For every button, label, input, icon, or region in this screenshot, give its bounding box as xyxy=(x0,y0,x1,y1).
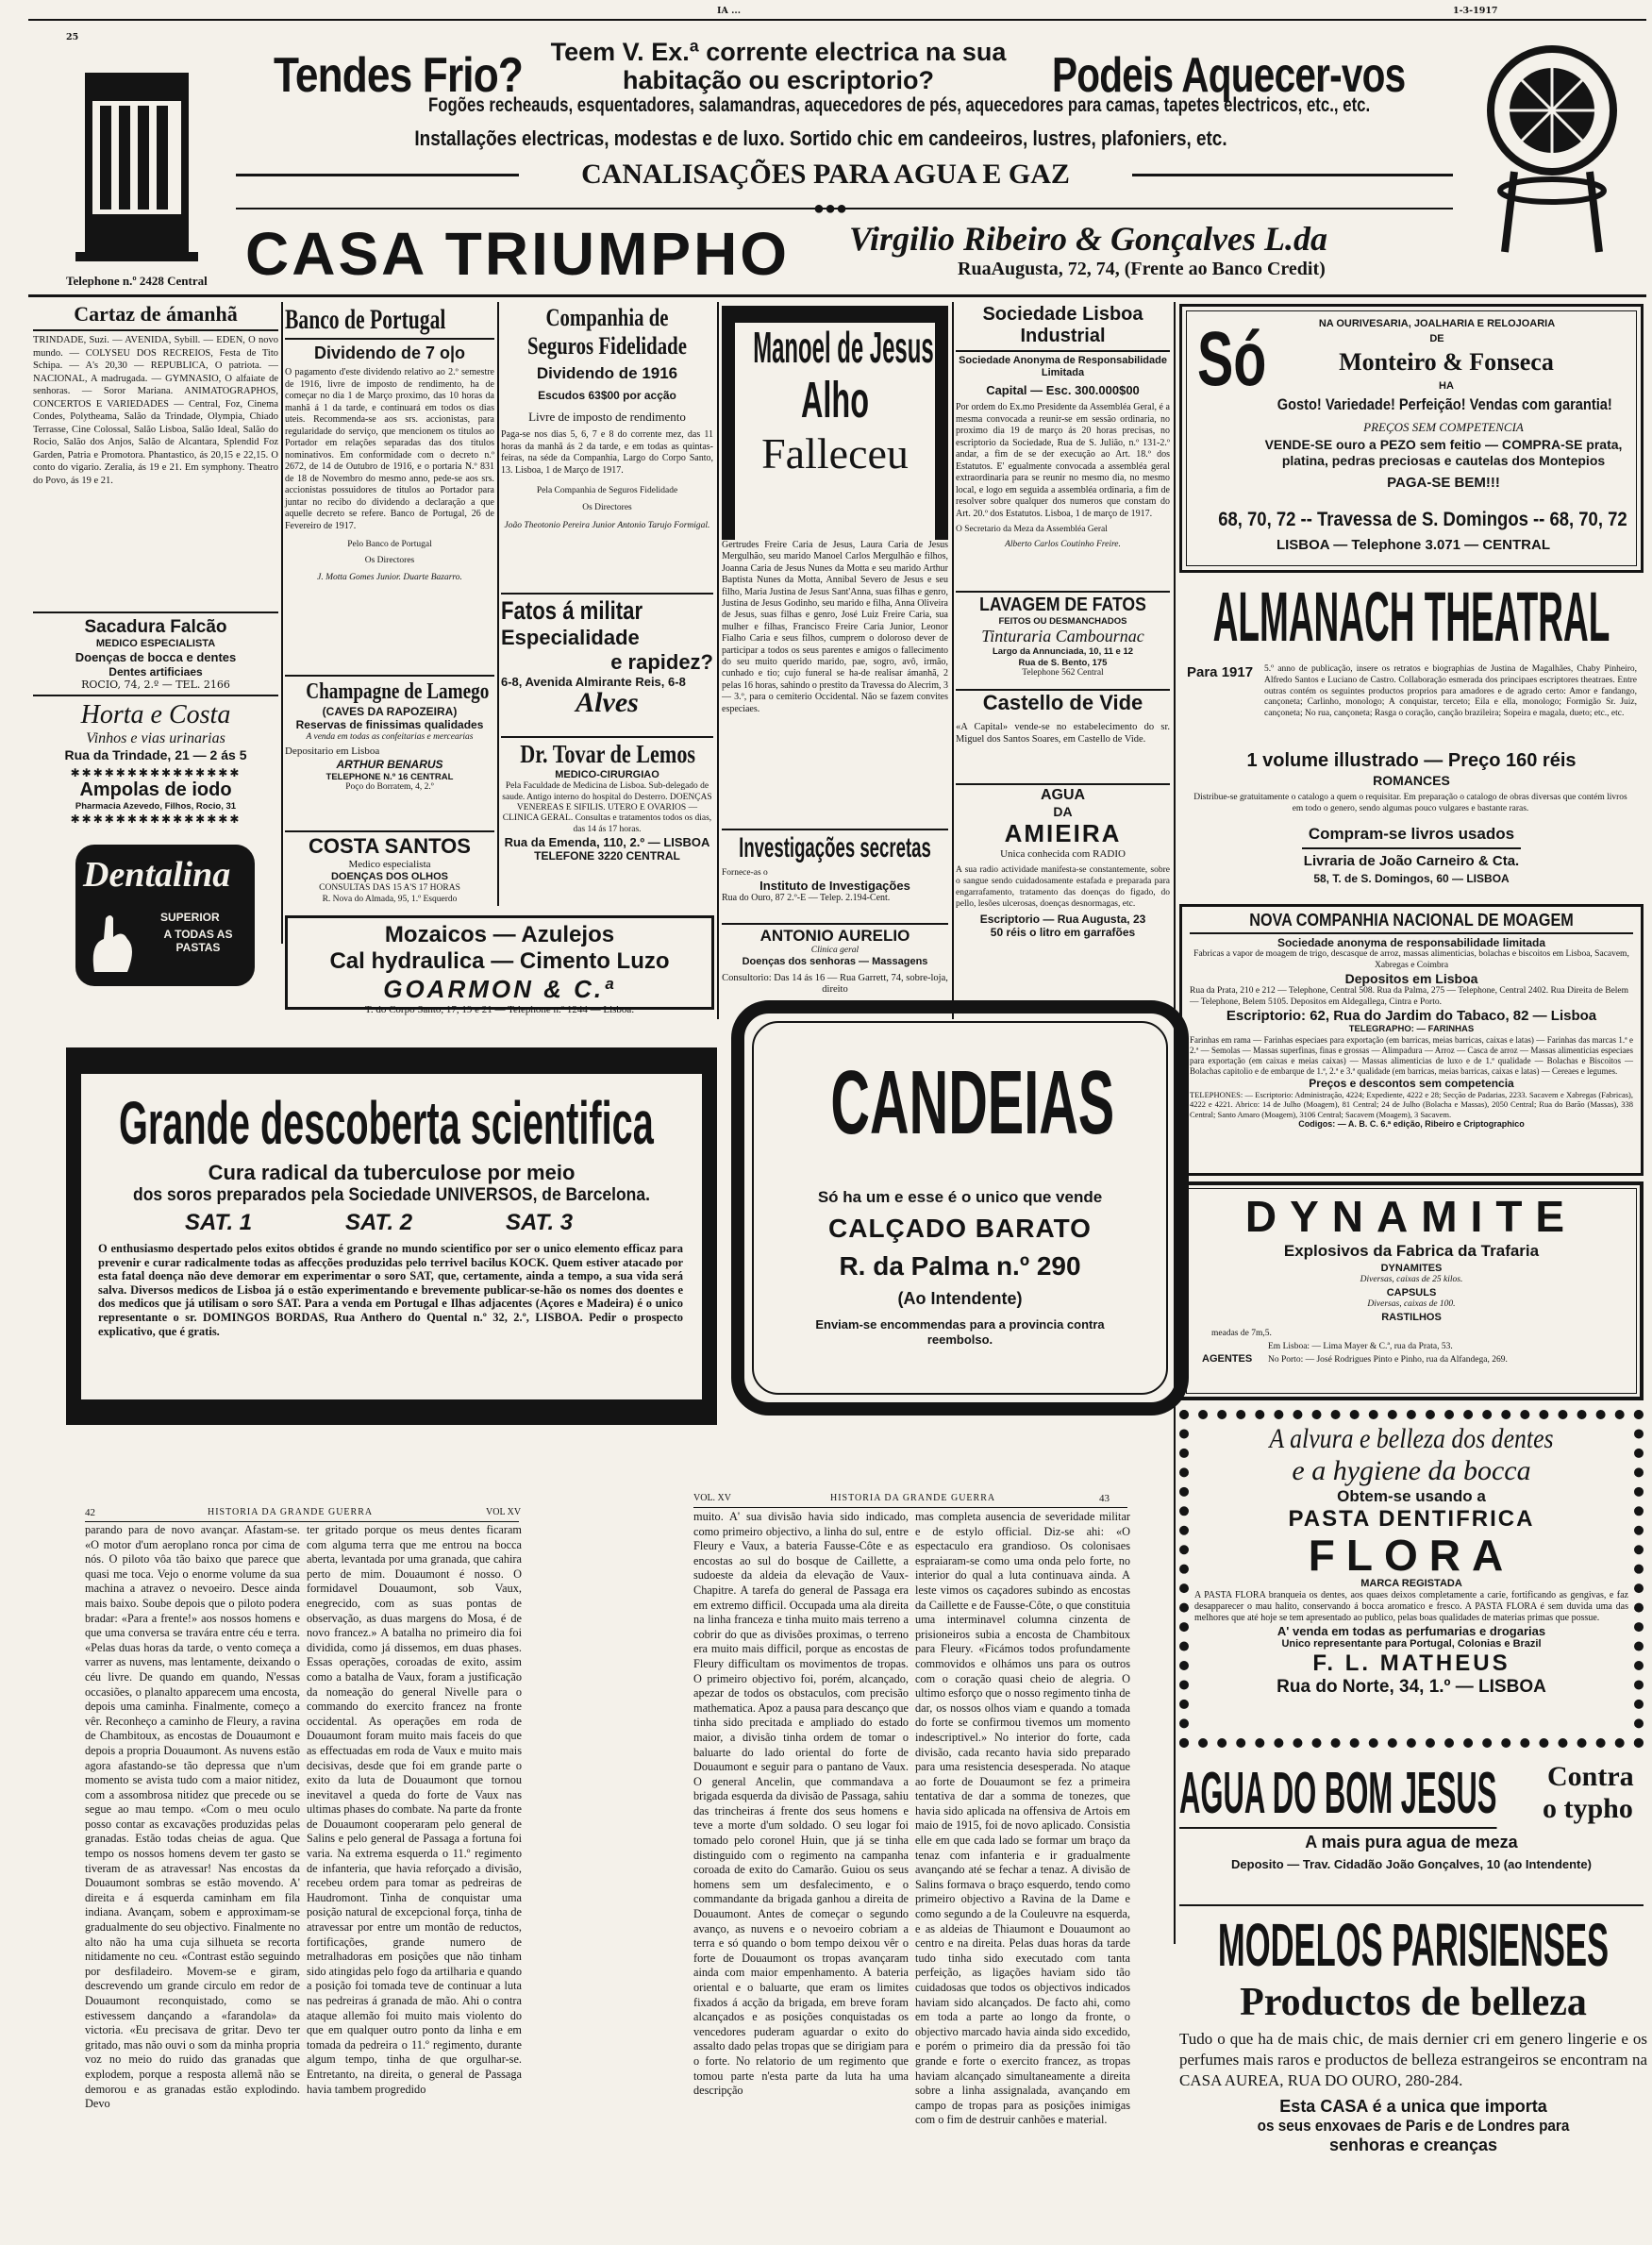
ampolas-title: Ampolas de iodo xyxy=(79,779,232,801)
flora-obtem: Obtem-se usando a xyxy=(1337,1487,1486,1505)
fidelidade-sign: Pela Companhia de Seguros Fidelidade xyxy=(536,486,678,496)
dynamite-l1: DYNAMITES xyxy=(1380,1263,1443,1274)
historia-col2: ter gritado porque os meus dentes ficaram com alguma terra que me entrou na bocca aberta, levantada por uma granada, que cahira perto de mim. Douaumont é nosso. O formidavel Douaumont, sob Vaux, enegrecido, com as suas pontas de observação, as duas margens do Mosa, é de novo francez.» A batalha no primeiro dia foi dividida, como já dissemos, em duas phases. Essas operações, coroadas de exito, assim como a batalha de Vaux, foram a justificação da nomeação do general Nivelle para o commando do exercito francez na fronte occidental. As operações em roda de Douaumont foram muito mais faceis do que as effectuadas em roda de Vaux e muito mais decisivas, desde que foi em grande parte o exito da luta de Douaumont que tornou inevitavel a queda do forte de Vaux nas ultimas phases do combate. Na parte da fronte de Douaumont cooperaram pelo general de Salins e pelo general de Passaga a fortuna foi varia. Na extrema esquerda o 11.º regimento de infanteria, que havia reforçado a divisão, recebeu ordem para tomar as pedreiras de Haudromont. Tinha de conquistar uma posição natural de excepcional força, tinha de atravessar por entre um montão de reductos, fortificações, grande numero de metralhadoras em posições que não tinham sido atingidas pelo fogo da artilharia e quando a posição foi tomada teve de continuar a luta nas pedreiras á granada de mão. Ahi o contra ataque allemão foi muito mais violento do que em qualquer outro ponto da linha e em tomada da pedreira o 11.º regimento, durante algum tempo, tinha de que orgulhar-se. Entretanto, na direita, o general de Passaga havia tambem progredido xyxy=(307,1523,522,2096)
manoel-falleceu: Falleceu xyxy=(761,429,909,477)
ornament-rule xyxy=(236,208,1453,209)
almanach-compram: Compram-se livros usados xyxy=(1308,825,1515,843)
banco-body: O pagamento d'este dividendo relativo ao 2.º semestre de 1916, livre de imposto de rendimento, ha de começar no dia 1 de Março proximo, das 10 horas da manhã á 1 da tarde, e continuará em todos os dias uteis. Recommenda-se aos srs. accionistas, para regularidade do serviço, que mencionem os titulos ao Portador em relações separadas das dos titulos nominativos. Em conformidade com o decreto n.º 2672, de 14 de Outubro de 1916, e o portaria N.º 831 de 18 de Novembro do mesmo anno, pede-se aos srs. accionistas possuidores de titulos ao Portador para juntar no recibo do dividendo a declaração a que aquelle decreto se refere. Banco de Portugal, 26 de Fevereiro de 1917. xyxy=(285,367,494,531)
candeias-l2: CALÇADO BARATO xyxy=(828,1214,1092,1243)
candeias-title: CANDEIAS xyxy=(830,1052,1115,1153)
flora-l2: e a hygiene da bocca xyxy=(1292,1455,1531,1486)
page-number: 25 xyxy=(66,32,79,42)
almanach-body: 5.º anno de publicação, insere os retratos e biographias de Justina de Magalhães, Chaby Pinheiro, Alfredo Santos e Luciano de Castro. Collaboração esmerada dos principaes escriptores theatraes. Entre outras contém os seguintes productos proprios para amadores e de agrado certo: Amor e fandango, cançoneta; Carlinho, monologo; A conquistar, terceto; Eila e ella, monologo; Formigão Sr. Juiz, cançoneta; No rua, cançoneta; Rasga o coração, canção brazileira; Sopeira e magala, dueto; etc., etc. xyxy=(1264,664,1637,719)
costa-spec: DOENÇAS DOS OLHOS xyxy=(330,871,449,883)
dentalina-superior: SUPERIOR xyxy=(160,910,220,924)
agua-bom-dep: Deposito — Trav. Cidadão João Gonçalves, 10 (ao Intendente) xyxy=(1231,1857,1592,1871)
champagne-title: Champagne de Lamego xyxy=(306,679,490,704)
monteiro-paga: PAGA-SE BEM!!! xyxy=(1387,475,1500,491)
aurelio-sub: Clinica geral xyxy=(810,946,859,955)
flora-l1: A alvura e belleza dos dentes xyxy=(1269,1423,1554,1454)
lavagem-addr: Largo da Annunciada, 10, 11 e 12 xyxy=(992,646,1134,658)
modelos-seus: os seus enxovaes de Paris e de Londres para xyxy=(1257,2117,1570,2135)
mozaicos-l4: T. do Corpo Santo, 17, 19 e 21 — Telephone n.º 1244 — Lisboa. xyxy=(364,1004,635,1015)
historia-left-head: HISTORIA DA GRANDE GUERRA xyxy=(208,1507,374,1517)
historia-right-vol: VOL. XV xyxy=(693,1493,731,1503)
cartaz-rule xyxy=(33,329,278,331)
fidelidade-bottom xyxy=(501,593,713,595)
almanach-romances: ROMANCES xyxy=(1373,773,1450,788)
monteiro-gosto: Gosto! Variedade! Perfeição! Vendas com garantia! xyxy=(1277,395,1612,413)
lavagem-sub: FEITOS OU DESMANCHADOS xyxy=(998,616,1127,627)
candeias-ad xyxy=(731,1000,1189,1416)
costa-sub: Medico especialista xyxy=(348,859,431,870)
manoel-name1: Manoel de Jesus xyxy=(753,323,934,372)
moagem-codigos: Codigos: — A. B. C. 6.ª edição, Ribeiro e Criptographico xyxy=(1298,1119,1525,1130)
modelos-sub: Productos de belleza xyxy=(1240,1981,1587,2024)
col-divider-3 xyxy=(717,302,719,1019)
agua-bom-typho: o typho xyxy=(1543,1793,1633,1824)
horta-addr: Rua da Trindade, 21 — 2 ás 5 xyxy=(64,747,247,763)
castello-title: Castello de Vide xyxy=(982,691,1143,714)
star-row-2: ✱✱✱✱✱✱✱✱✱✱✱✱✱✱✱ xyxy=(70,812,242,826)
lavagem-tint: Tinturaria Cambournac xyxy=(981,627,1144,646)
dynamite-ad xyxy=(1179,1181,1644,1400)
canal-rule-right xyxy=(1132,174,1453,176)
investigacoes-title: Investigações secretas xyxy=(739,832,931,863)
agua-bom-bottom xyxy=(1179,1904,1644,1906)
monteiro-vende: VENDE-SE ouro a PEZO sem feitio — COMPRA-SE prata, platina, pedras preciosas e cautelas dos Montepios xyxy=(1264,437,1623,468)
banco-title: Banco de Portugal xyxy=(285,304,446,335)
canalisacoes: CANALISAÇÕES PARA AGUA E GAZ xyxy=(581,159,1070,190)
tovar-addr: Rua da Emenda, 110, 2.º — LISBOA xyxy=(504,835,710,850)
sociedade-ad xyxy=(956,304,1170,615)
fidelidade-div: Dividendo de 1916 xyxy=(536,364,678,382)
monteiro-top: NA OURIVESARIA, JOALHARIA E RELOJOARIA xyxy=(1318,318,1556,329)
sociedade-sec: O Secretario da Meza da Assembléa Geral xyxy=(956,525,1108,535)
champagne-desc2: A venda em todas as confeitarias e mercearias xyxy=(306,731,474,742)
amieira-body: A sua radio actividade manifesta-se constantemente, sobre o sangue sendo cuidadosamente estafada e preparada para engarrafamento, tratamento das doenças do figado, do pello, lesões ulcerosas, doenças desnormagas, etc. xyxy=(956,865,1170,910)
amieira-t2: DA xyxy=(1053,804,1073,819)
descoberta-sat3: SAT. 3 xyxy=(506,1210,574,1235)
banco-dividendo: Dividendo de 7 o|o xyxy=(313,343,466,362)
fatos-bottom xyxy=(501,736,713,738)
sacadura-title: MEDICO ESPECIALISTA xyxy=(95,638,216,649)
sociedade-rule xyxy=(956,350,1170,352)
investigacoes-bottom xyxy=(722,923,948,925)
dynamite-ag2: No Porto: — José Rodrigues Pinto e Pinho, rua da Alfandega, 269. xyxy=(1268,1355,1508,1365)
moagem-escr: Escriptorio: 62, Rua do Jardim do Tabaco, 82 — Lisboa xyxy=(1226,1008,1597,1025)
monteiro-so: Só xyxy=(1197,316,1267,402)
flora-matheus: F. L. MATHEUS xyxy=(1312,1650,1510,1677)
investigacoes-inst: Instituto de Investigações xyxy=(759,879,910,894)
tovar-ad xyxy=(501,740,713,900)
descoberta-body: O enthusiasmo despertado pelos exitos obtidos é grande no mundo scientifico por ser o unico elemento efficaz para prevenir e curar radicalmente todas as affecções produzidas pelo terrivel bacilus KOCK. Quem estiver atacado por esta fatal doença não deve demorar em experimentar o soro SAT, que, certamente, ainda a tempo, a sua vida será salva. Diversos medicos de Lisboa já o estão experimentando e brevemente publicar-se-hão os nomes dos doentes e dos medicos que já utilisam o soro SAT. Para a venda em Portugal e Ilhas adjacentes (Açores e Madeira) é o unico representante o sr. DOMINGOS BORDAS, Rua Anthero do Quental n.º 32, 2.º, LISBOA. Pedir o prospecto explicativo, que é gratis. xyxy=(98,1242,683,1338)
dynamite-agentes: AGENTES xyxy=(1202,1353,1253,1365)
candeias-l4: (Ao Intendente) xyxy=(897,1289,1023,1308)
fatos-l2: Especialidade xyxy=(501,626,640,649)
teem-text: Teem V. Ex.ª corrente electrica na sua habitação ou escriptorio? xyxy=(550,38,1007,94)
castello-ad xyxy=(956,691,1170,780)
banco-directors: Os Directores xyxy=(364,556,415,566)
tovar-tel: TELEFONE 3220 CENTRAL xyxy=(534,849,680,863)
champagne-tel: TELEPHONE N.º 16 CENTRAL xyxy=(325,771,454,782)
dentalina-name: Dentalina xyxy=(83,854,231,895)
almanach-rule xyxy=(1302,847,1521,849)
banner-bottom-rule xyxy=(28,294,1646,297)
champagne-bottom xyxy=(285,830,494,832)
fidelidade-names: João Theotonio Pereira Junior Antonio Tarujo Formigal. xyxy=(504,521,710,531)
amieira-esc: Escriptorio — Rua Augusta, 23 xyxy=(979,913,1146,927)
cartaz-sep1 xyxy=(33,612,278,613)
almanach-livraria: Livraria de João Carneiro & Cta. xyxy=(1303,853,1520,869)
fatos-l1: Fatos á militar xyxy=(501,596,643,625)
flora-unico: Unico representante para Portugal, Colonias e Brazil xyxy=(1281,1638,1542,1650)
dynamite-title: DYNAMITE xyxy=(1244,1192,1578,1241)
radiator-icon xyxy=(75,63,198,266)
historia-right-page: 43 xyxy=(1099,1493,1110,1504)
sociedade-bottom xyxy=(956,591,1170,593)
costa-title: COSTA SANTOS xyxy=(309,834,471,858)
sacadura-spec2: Dentes artificiaes xyxy=(108,664,203,679)
flora-venda: A' venda em todas as perfumarias e drogarias xyxy=(1277,1624,1546,1639)
moagem-ad xyxy=(1179,904,1644,1176)
ampolas-sub: Pharmacia Azevedo, Filhos, Rocio, 31 xyxy=(75,801,237,813)
modelos-body: Tudo o que ha de mais chic, de mais dernier cri em genero lingerie e os perfumes mais raros e productos de belleza estrangeiros se encontram na CASA AUREA, RUA DO OURO, 280-284. xyxy=(1179,2030,1647,2089)
fidelidade-dir: Os Directores xyxy=(582,502,632,512)
banco-ad xyxy=(285,304,494,672)
horta-name: Horta e Costa xyxy=(80,700,231,730)
moagem-dep: Depositos em Lisboa xyxy=(1344,971,1478,987)
star-row: ✱✱✱✱✱✱✱✱✱✱✱✱✱✱✱ xyxy=(70,766,242,780)
dynamite-l6: meadas de 7m,5. xyxy=(1211,1329,1272,1338)
moagem-body2: Farinhas em rama — Farinhas especiaes para exportação (em barricas, meias barricas, caixas e latas) — Farinhas das marcas 1.ª e 2.ª — Semolas — Massas superfinas, finas e grossas — Alimpadura — Arroz — Casca de arroz — Massas alimenticias especiaes para exportação (em caixas e meias caixas) — Massas alimenticias de luxo e de 1.ª qualidade — Bolachas e Biscoitos — Bolachas capitolio e de embarque de 1.ª, 2.ª e 3.ª qualidade (em barricas, meias barricas, caixas e latas) — Cereaes e legumes. xyxy=(1190,1034,1633,1076)
investigacoes-ad xyxy=(722,832,948,908)
almanach-ad xyxy=(1179,578,1644,898)
mozaicos-l2: Cal hydraulica — Cimento Luzo xyxy=(329,948,670,974)
fatos-l5: Alves xyxy=(576,687,639,718)
podeis-aquecer: Podeis Aquecer-vos xyxy=(1052,48,1406,103)
champagne-desc: Reservas de finissimas qualidades xyxy=(295,718,484,732)
almanach-title: ALMANACH THEATRAL xyxy=(1212,578,1610,656)
moagem-fab: Fabricas a vapor de moagem de trigo, descasque de arroz, massas alimenticias, bolachas e biscoitos em Lisboa, Sacavem, Xabregas e Coimbra xyxy=(1193,949,1629,970)
hand-icon xyxy=(85,911,142,977)
sacadura-name: Sacadura Falcão xyxy=(84,617,227,637)
agua-bom-sub: A mais pura agua de meza xyxy=(1305,1833,1518,1851)
banco-rule xyxy=(285,338,494,340)
sociedade-sub: Sociedade Anonyma de Responsabilidade Limitada xyxy=(959,355,1167,379)
dynamite-l2: Diversas, caixas de 25 kilos. xyxy=(1360,1275,1463,1284)
tendes-frio: Tendes Frio? xyxy=(274,48,524,103)
fatos-ad xyxy=(501,596,713,718)
amieira-price: 50 réis o litro em garrafões xyxy=(990,926,1136,940)
agua-bom-contra: Contra xyxy=(1547,1761,1634,1792)
banco-sign: Pelo Banco de Portugal xyxy=(347,540,432,549)
champagne-sub: (CAVES DA RAPOZEIRA) xyxy=(322,705,458,718)
moagem-telephones: TELEPHONES: — Escriptorio: Administração, 4224; Expediente, 4222 e 28; Secção de Padarias, 2233. Sacavem e Xabregas (Fabricas), 4222 e 4221. Abrico: 14 de Julho (Moagem), 81 Central; 24 de Julho (Bolacha e Massas), 2050 Central; Rua do Barão (Massas), 338 Central; Santo Amaro (Moagem), 3106 Central; Sacavem (Moagem), 3 Sacavem. xyxy=(1190,1089,1633,1119)
historia-col1: parando para de novo avançar. Afastam-se. «O motor d'um aeroplano ronca por cima de nós. O piloto vôa tão baixo que parece que quasi me toca. Vejo o enorme volume da sua machina a atravez o nevoeiro. Desce ainda mais baixo. Soube depois que o piloto podera bradar: «Para a frente!» aos nossos homens e que uma conversa se travára entre céu e terra. «Pelas duas horas da tarde, o vento começa a varrer as nuvens, mas lentamente, deixando o céu livre. De quando em quando, N'essas occasiões, o planalto apparecem uma encosta, depois uma caminha. Finalmente, começo a vêr. Reconheço a caminho de Fleury, a ravina de Chambitoux, as encostas de Douaumont e depois a propria Douaumont. As nuvens estão agora afastando-se tão depressa que n'um momento se avista tudo com a maior nitidez, com a assombrosa nitidez que precede ou se segue ao mau tempo. «Com o meu oculo posso contar as excavações produzidas pelas granadas. Estão todas cheias de agua. Que tempo os nossos homens devem ter gasto se tiveram de as atravessar! Nas encostas da Douaumont sombras se estão movendo. A' direita e á esquerda caminham em fila indiana. Avançam, sobem e approximam-se gradualmente do seu objectivo. Finalmente no alto não ha uma cuja silhueta se recorta nitidamente no ceu. «Contrast estão seguindo por desfiladeiro. Movem-se e giram, descrevendo um grande circulo em redor de Douaumont reconquistado, como se estivessem dançando a «farandola» da victoria. «Eu precisava de gritar. Devo ter gritado, mas não ouvi o som da minha propria voz no meio do ruido das granadas que explodem, porque a resposta allemã não se demorou e as granadas estão explodindo. Devo xyxy=(85,1523,300,2111)
historia-col4: mas completa ausencia de severidade militar e de estylo official. Diz-se ahi: «O espectaculo era grandioso. Os colonisaes espraiaram-se como uma onda pelo forte, no interior do qual a luta continuava ainda. A leste vimos os caçadores subindo as encostas da Caillette e de Fausse-Côte, o que constituia uma interminavel columna cinzenta de prisioneiros subia a encosta de Chambitoux para Fleury. «Ficámos todos profundamente commovidos e olhámos uns para os outros com o coração quasi cheio de alegria. O ultimo esforço que o nosso regimento tinha de dar, os nossos olhos viam e quando a tomada do forte se confirmou tivemos um momento indescriptivel.» No interior do forte, cada divisão, cada recanto havia sido preparado para uma resistencia desesperada. No ataque ao forte de Douaumont se fez a primeira tentativa de dar a somma de tonezes, que havia sido aplicada na offensiva de Artois em maio de 1915, foi de novo aplicado. Consistia elle em que cada lado se formar um braço da tenaz com infanteria e ir gradualmente avançando até se fechar a tenaz. A divisão de Salins formava o braço esquerdo, tendo como primeiro objectivo a Ravina de la Dame e como segundo a de la Couleuvre na esquerda, e as aldeias de Thiaumont e Douaumont ao centro e na direita. Pelas duas horas da tarde tudo tinha sido executado com tanta perfeição, as ligações haviam sido tão cuidadosas que todos os objectivos indicados haviam sido alcançados. De facto ahi, como em toda a parte ao longo da fronte, o objectivo marcado havia ainda sido excedido, e porém o primeiro dia da pressão foi tão grande e forte o exercito francez, as tropas haviam alcançado simultaneamente a direita sobre a linha assignalada, avançando em campo de tropas para as posições inimigas com o fim de destruir canhões e material. xyxy=(915,1510,1130,2127)
champagne-name: ARTHUR BENARUS xyxy=(336,758,443,772)
costa-hours: CONSULTAS DAS 15 A'S 17 HORAS xyxy=(319,883,460,894)
flora-ad xyxy=(1179,1410,1644,1748)
modelos-ad xyxy=(1179,1910,1647,2236)
triumpho-banner xyxy=(28,21,1646,294)
sociedade-body: Por ordem do Ex.mo Presidente da Assembléa Geral, é a mesma convocada a reunir-se em sessão ordinaria, no proximo dia 19 de março ás 20 horas precisas, no escriptorio da Sociedade, Rua de S. Julião, n.º 131-2.º andar, a fim de se der execução ao Art. 18.º dos Estatutos. E' egualmente convocada a assembléa geral extraordinaria para se reunir no mesmo dia, no mesmo local, e logo em seguida a assembléa ordinaria, a fim de resolver sobre qualquer dos numeros que constam do Art. 20.º dos Estatutos. Lisboa, 1 de março de 1917. xyxy=(956,402,1170,519)
almanach-vol: 1 volume illustrado — Preço 160 réis xyxy=(1246,750,1577,771)
castello-body: «A Capital» vende-se no estabelecimento do sr. Miguel dos Santos Soares, em Castello de Vide. xyxy=(956,722,1170,745)
modelos-esta: Esta CASA é a unica que importa xyxy=(1279,2097,1547,2116)
descoberta-panel xyxy=(81,1074,702,1399)
amieira-t3: AMIEIRA xyxy=(1004,819,1122,847)
agua-bom-title: AGUA DO BOM JESUS xyxy=(1179,1761,1496,1829)
banco-names: J. Motta Gomes Junior. Duarte Bazarro. xyxy=(317,572,462,582)
fatos-l3: e rapidez? xyxy=(610,650,713,674)
monteiro-name: Monteiro & Fonseca xyxy=(1339,348,1554,376)
triumpho-address: RuaAugusta, 72, 74, (Frente ao Banco Credit) xyxy=(958,259,1326,279)
moagem-title: NOVA COMPANHIA NACIONAL DE MOAGEM xyxy=(1249,911,1574,930)
moagem-body1: Rua da Prata, 210 e 212 — Telephone, Central 508. Rua da Palma, 275 — Telephone, Central 2402. Rua Direita de Belem — Telephone, Belem 5105. Depositos em Aldegallega, Cintra e Porto. xyxy=(1190,986,1629,1007)
masthead-left: IA ... xyxy=(717,6,742,16)
fidelidade-livre: Livre de imposto de rendimento xyxy=(528,410,686,425)
champagne-dep: Depositario em Lisboa xyxy=(285,746,380,758)
champagne-addr: Poço do Borratem, 4, 2.º xyxy=(345,782,434,793)
monteiro-tel: LISBOA — Telephone 3.071 — CENTRAL xyxy=(1276,537,1551,553)
investigacoes-addr: Rua do Ouro, 87 2.º-E — Telep. 2.194-Cent. xyxy=(722,893,891,904)
sociedade-cap: Capital — Esc. 300.000$00 xyxy=(986,383,1140,398)
flora-body: A PASTA FLORA branqueia os dentes, aos quaes deixos completamente a carie, fortificando as gengivas, e faz desapparecer o mau halito, conservando á bocca aromatico e fresco. A PASTA FLORA é sem duvida uma das melhores que até hoje se tem apresentado ao publico, pelas boas qualidades de materias primas que possue. xyxy=(1194,1590,1628,1624)
historia-left-vol: VOL XV xyxy=(486,1507,522,1517)
dynamite-l4: Diversas, caixas de 100. xyxy=(1367,1299,1456,1309)
casa-triumpho: CASA TRIUMPHO xyxy=(245,220,791,288)
lavagem-title: LAVAGEM DE FATOS xyxy=(979,595,1146,615)
flora-pasta: PASTA DENTIFRICA xyxy=(1288,1506,1535,1532)
dynamite-ag1: Em Lisboa: — Lima Mayer & C.ª, rua da Prata, 53. xyxy=(1268,1342,1453,1351)
col-divider-2 xyxy=(497,302,499,906)
obituary xyxy=(722,323,948,540)
monteiro-ha: HA xyxy=(1439,380,1454,392)
col-divider-4 xyxy=(952,302,954,1019)
amieira-ad xyxy=(956,787,1170,999)
dentalina-ad xyxy=(75,845,255,986)
descoberta-sat2: SAT. 2 xyxy=(345,1210,413,1235)
sacadura-addr: ROCIO, 74, 2.º — TEL. 2166 xyxy=(81,679,230,692)
moagem-precos: Preços e descontos sem competencia xyxy=(1309,1076,1514,1090)
obituary-bar xyxy=(722,306,948,323)
lavagem-addr2: Rua de S. Bento, 175 xyxy=(1018,657,1108,668)
installacoes-line: Installações electricas, modestas e de luxo. Sortido chic em candeeiros, lustres, plafoniers, etc. xyxy=(414,126,1227,150)
mozaicos-ad xyxy=(285,915,714,1015)
col-divider-1 xyxy=(281,302,283,944)
tovar-body: Pela Faculdade de Medicina de Lisboa. Sub-delegado de saude. Antigo interno do hospital do Desterro. DOENÇAS VENEREAS E SIFILIS. UTERO E OVARIOS — CLINICA GERAL. Consultas e tratamentos todos os dias, das 14 ás 17 horas. xyxy=(502,781,712,834)
descoberta-ad xyxy=(66,1047,717,1425)
monteiro-addr: 68, 70, 72 -- Travessa de S. Domingos -- 68, 70, 72 xyxy=(1218,509,1627,530)
dynamite-sub: Explosivos da Fabrica da Trafaria xyxy=(1283,1242,1540,1260)
mozaicos-l1: Mozaicos — Azulejos xyxy=(384,922,615,947)
descoberta-l1: Cura radical da tuberculose por meio xyxy=(208,1161,576,1184)
monteiro-de: DE xyxy=(1429,333,1444,344)
monteiro-ad xyxy=(1179,304,1644,573)
sociedade-name: Alberto Carlos Coutinho Freire. xyxy=(1005,539,1121,549)
sociedade-title: Sociedade Lisboa Industrial xyxy=(982,304,1143,346)
amieira-t1: AGUA xyxy=(1040,787,1086,803)
agua-bom-ad xyxy=(1179,1761,1644,1902)
fogoes-line: Fogões recheauds, esquentadores, salamandras, aquecedores de pés, aquecedores para camas, tapetes electricos, etc., etc. xyxy=(428,94,1371,116)
flora-addr: Rua do Norte, 34, 1.º — LISBOA xyxy=(1277,1677,1546,1698)
monteiro-precos: PREÇOS SEM COMPETENCIA xyxy=(1363,420,1524,434)
historia-left-page: 42 xyxy=(85,1507,95,1518)
fidelidade-body: Paga-se nos dias 5, 6, 7 e 8 do corrente mez, das 11 horas da manhã ás 2 da tarde, e em todas as quintas-feiras, na séde da Companhia, Largo do Corpo Santo, 13. Lisboa, 1 de Março de 1917. xyxy=(501,429,713,476)
cartaz-sep2 xyxy=(33,695,278,696)
firm-name: Virgilio Ribeiro & Gonçalves L.da xyxy=(849,220,1328,258)
cartaz-body: TRINDADE, Suzi. — AVENIDA, Sybill. — EDEN, O novo mundo. — COLYSEU DOS RECREIOS, Festa de Tito Schipa. — A's 20,30 — REPUBLICA, O patriota. — NACIONAL, A madrugada. — GYMNASIO, O alfaiate de senhoras. — Soror Mariana. ANIMATOGRAPHOS, CONCERTOS E VARIEDADES — Central, Foz, Cinema Condes, Polytheama, Salão da Trindade, Olympia, Chiado Terrasse, Cine Colossal, Salão Lisboa, Salão Ideal, Salão do Rocio, Salão dos Anjos, Salão de Alcantara, Splendid Foz Garden, Patria e Promotora. Phantastico, ás 20,15 e 22,15. O conto do vigario. Zeralia, ás 19 e 21. Em symphony. Theatro do Povo, ás 19 e 21. xyxy=(33,335,278,486)
manoel-bottom xyxy=(722,829,948,830)
dynamite-l5: RASTILHOS xyxy=(1381,1312,1442,1323)
banco-bottom xyxy=(285,675,494,677)
almanach-para: Para 1917 xyxy=(1187,664,1254,680)
globe-heater-icon xyxy=(1481,40,1623,261)
almanach-dist: Distribue-se gratuitamente o catalogo a quem o requisitar. Em preparação o catalogo de obras diversas que contém livros em todo o genero, sendo algumas pouco vulgares e bastante raras. xyxy=(1193,793,1627,813)
moagem-tele: TELEGRAPHO: — FARINHAS xyxy=(1348,1024,1475,1035)
candeias-l5: Enviam-se encommendas para a provincia contra reembolso. xyxy=(815,1317,1105,1347)
costa-ad xyxy=(285,834,494,910)
dentalina-todas: A TODAS AS PASTAS xyxy=(163,927,233,955)
amieira-sub: Unica conhecida com RADIO xyxy=(1000,848,1126,860)
historia-col3: muito. A' sua divisão havia sido indicado, como primeiro objectivo, a linha do sul, entre Fleury e Vaux, a bateria Fausse-Côte e as encostas ao sul do bosque de Caillette, a sudoeste da aldeia da elevação de Vaux-Chapitre. A tarefa do general de Passaga era em extremo difficil. Occupada uma ala direita na linha franceza e tinha muito mais terreno a cobrir do que as divisões proximas, o terreno era muito mais difficil, porque as encostas de Fleury difficultam os movimentos de tropas. O primeiro objectivo foi, porém, alcançado, apezar de todos os obstaculos, com precisão mathematica. Apoz a pausa para descanço que tinha sido precitada e ampliado do estado maior, a divisão tinha ordem de tomar o baluarte do lado oriental do forte de Douaumont e seguir para o pantano de Vaux. O general Ancelin, que commandava a brigada esquerda da divisão de Passaga, sahiu das trincheiras á frente dos seus homens e teve a morte d'um soldado. O seu logar foi tomado pelo coronel Huin, que já se tinha distinguido com o regimento na campanha coroada de exito do Camarão. Guiou os seus homens sem um desfalecimento, e o commandante da brigada ganhou a direita de Douaumont. Antes de começar o segundo avanço, as nuvens e o nevoeiro cobriam a terra e só quando o bom tempo deixou vêr o forte de Douaumont os tropas avançaram ainda com maior empenhamento. A bateria oriental e o baluarte, que eram os limites fixados á acção da brigada, em breve foram alcançados e as posições conquistadas os vencedores puderam aguardar o exito do assalto dado pelas tropas que se dirigiam para o forte. No relatorio de um regimento que tomou parte n'esta parte da luta ha uma descripção xyxy=(693,1510,909,2098)
mozaicos-l3: GOARMON & C.ª xyxy=(383,975,616,1003)
manoel-body: Gertrudes Freire Caria de Jesus, Laura Caria de Jesus Mergulhão, seu marido Manoel Carlos Mergulhão e filhos, Joanna Caria de Jesus Nunes da Motta e seu marido Arthur Baptista Nunes da Motta, Annibal Severo de Jesus e seu filho, Maria Justina de Jesus Sant'Anna, suas filhas e genro, Justina de Jesus Godinho, seu marido e filha, Anna Oliveira de Jesus, suas filhas e genro, José Luiz Freire Caria, sua mulher e filhas, Francisco Freire Caria Junior, Leonor Fialho Caria e seus filhos, cumprem o doloroso dever de participar a todos os seus parentes e amigos o fallecimento do seu muito querido marido, pae, sogro, avô, irmão, cunhado e tio; cujo funeral se ha-de realisar ámanhã, 2 pelas 16 horas, sahindo o prestito da Travessa do Alecrim, 3 — 3.º, para o cemiterio Occidental. Não se fazem convites especiaes. xyxy=(722,540,948,714)
modelos-title: MODELOS PARISIENSES xyxy=(1217,1911,1610,1979)
canal-rule-left xyxy=(236,174,519,176)
historia-left-rule xyxy=(85,1521,519,1522)
ornament-dots: ●●● xyxy=(812,198,848,219)
candeias-l3: R. da Palma n.º 290 xyxy=(839,1251,1081,1281)
descoberta-sat1: SAT. 1 xyxy=(185,1210,253,1235)
historia-right-head: HISTORIA DA GRANDE GUERRA xyxy=(830,1493,996,1503)
telephone-triumpho: Telephone n.º 2428 Central xyxy=(66,274,208,288)
almanach-addr: 58, T. de S. Domingos, 60 — LISBOA xyxy=(1313,872,1510,885)
moagem-sub: Sociedade anonyma de responsabilidade limitada xyxy=(1277,936,1546,949)
dynamite-l3: CAPSULS xyxy=(1386,1287,1437,1298)
fidelidade-title: Companhia de Seguros Fidelidade xyxy=(527,304,687,360)
aurelio-spec: Doenças dos senhoras — Massagens xyxy=(742,956,928,968)
flora-marca: MARCA REGISTADA xyxy=(1360,1578,1462,1589)
lavagem-ad xyxy=(956,595,1170,684)
moagem-rule xyxy=(1190,932,1633,934)
lavagem-tel: Telephone 562 Central xyxy=(1022,668,1104,679)
cartaz-title: Cartaz de ámanhã xyxy=(74,302,238,326)
castello-bottom xyxy=(956,783,1170,785)
horta-sub: Vinhos e vias urinarias xyxy=(86,730,225,747)
aurelio-cons: Consultorio: Das 14 ás 16 — Rua Garrett, 74, sobre-loja, direito xyxy=(722,972,948,996)
sacadura-spec: Doenças de bocca e dentes xyxy=(75,650,237,665)
modelos-senhoras: senhoras e creanças xyxy=(1328,2136,1498,2154)
historia-right-rule xyxy=(693,1507,1127,1508)
masthead-date: 1-3-1917 xyxy=(1453,6,1498,16)
flora-flora: FLORA xyxy=(1308,1531,1515,1580)
fidelidade-escudos: Escudos 63$00 por acção xyxy=(538,389,676,402)
descoberta-title: Grande descoberta scientifica xyxy=(119,1089,654,1157)
descoberta-l2: dos soros preparados pela Sociedade UNIVERSOS, de Barcelona. xyxy=(133,1185,650,1205)
candeias-l1: Só ha um e esse é o unico que vende xyxy=(817,1188,1103,1206)
costa-addr: R. Nova do Almada, 95, 1.º Esquerdo xyxy=(322,894,458,904)
aurelio-name: ANTONIO AURELIO xyxy=(759,927,910,945)
manoel-name2: Alho xyxy=(801,372,869,428)
tovar-sub: MEDICO-CIRURGIAO xyxy=(555,769,659,780)
fidelidade-ad xyxy=(501,304,713,587)
aurelio-ad xyxy=(722,927,948,1012)
fatos-l4: 6-8, Avenida Almirante Reis, 6-8 xyxy=(501,675,686,689)
tovar-title: Dr. Tovar de Lemos xyxy=(520,740,696,768)
investigacoes-sub: Fornece-as o xyxy=(722,868,768,878)
